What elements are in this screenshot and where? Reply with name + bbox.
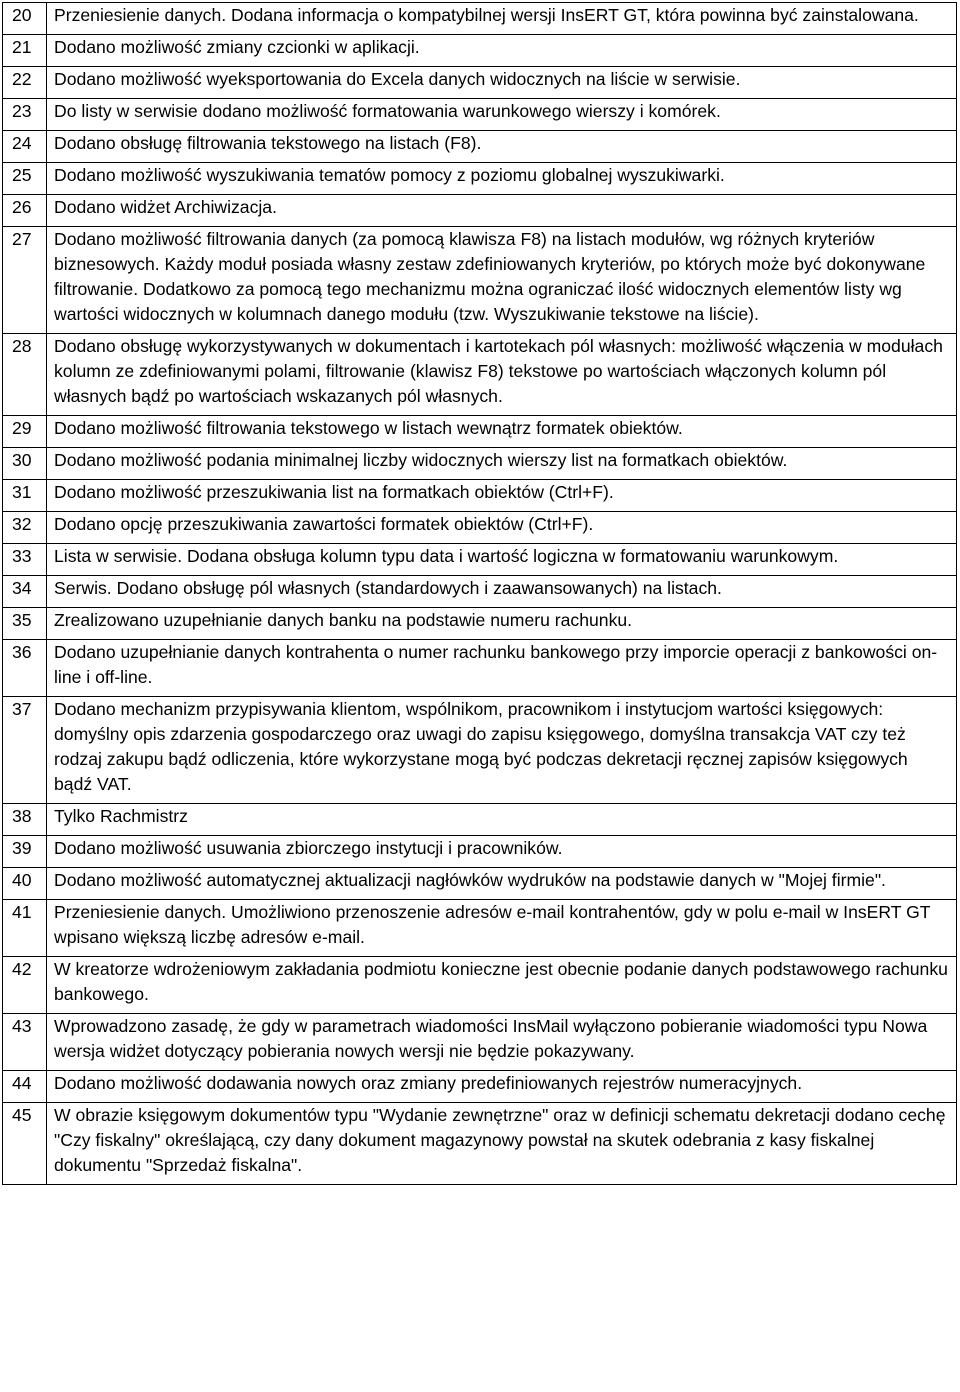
row-number: 28 <box>3 334 47 416</box>
row-number: 29 <box>3 416 47 448</box>
row-description: W kreatorze wdrożeniowym zakładania podmiotu konieczne jest obecnie podanie danych podstawowego rachunku bankowego. <box>47 957 957 1014</box>
row-number: 32 <box>3 512 47 544</box>
table-row <box>3 131 957 163</box>
table-row <box>3 99 957 131</box>
row-number: 36 <box>3 640 47 697</box>
table-row <box>3 416 957 448</box>
table-row <box>3 195 957 227</box>
row-description: Dodano mechanizm przypisywania klientom, wspólnikom, pracownikom i instytucjom wartości księgowych: domyślny opis zdarzenia gospodarczego oraz uwagi do zapisu księgowego, domyślna transakcja VAT czy też rodzaj zakupu bądź odliczenia, które wykorzystane mogą być podczas dekretacji ręcznej zapisów księgowych bądź VAT. <box>47 697 957 804</box>
table-row <box>3 512 957 544</box>
row-number: 21 <box>3 35 47 67</box>
row-description: Dodano możliwość przeszukiwania list na formatkach obiektów (Ctrl+F). <box>47 480 957 512</box>
row-description: Dodano uzupełnianie danych kontrahenta o numer rachunku bankowego przy imporcie operacji z bankowości on-line i off-line. <box>47 640 957 697</box>
table-row <box>3 576 957 608</box>
table-row <box>3 67 957 99</box>
row-description: Dodano możliwość automatycznej aktualizacji nagłówków wydruków na podstawie danych w "Mojej firmie". <box>47 868 957 900</box>
table-row <box>3 900 957 957</box>
row-number: 27 <box>3 227 47 334</box>
table-row <box>3 227 957 334</box>
table-row <box>3 163 957 195</box>
changelog-body <box>3 3 957 1185</box>
row-description: Dodano możliwość wyeksportowania do Excela danych widocznych na liście w serwisie. <box>47 67 957 99</box>
row-description: Do listy w serwisie dodano możliwość formatowania warunkowego wierszy i komórek. <box>47 99 957 131</box>
row-description: Wprowadzono zasadę, że gdy w parametrach wiadomości InsMail wyłączono pobieranie wiadomości typu Nowa wersja widżet dotyczący pobierania nowych wersji nie będzie pokazywany. <box>47 1014 957 1071</box>
row-number: 41 <box>3 900 47 957</box>
row-description: Dodano możliwość wyszukiwania tematów pomocy z poziomu globalnej wyszukiwarki. <box>47 163 957 195</box>
row-description: Przeniesienie danych. Dodana informacja o kompatybilnej wersji InsERT GT, która powinna być zainstalowana. <box>47 3 957 35</box>
table-row <box>3 836 957 868</box>
table-row <box>3 544 957 576</box>
row-description: Dodano możliwość zmiany czcionki w aplikacji. <box>47 35 957 67</box>
row-number: 40 <box>3 868 47 900</box>
row-number: 39 <box>3 836 47 868</box>
table-row <box>3 448 957 480</box>
row-number: 43 <box>3 1014 47 1071</box>
row-number: 42 <box>3 957 47 1014</box>
row-description: Dodano możliwość filtrowania tekstowego w listach wewnątrz formatek obiektów. <box>47 416 957 448</box>
row-number: 44 <box>3 1071 47 1103</box>
table-row <box>3 957 957 1014</box>
changelog-table <box>2 2 957 1185</box>
row-description: Zrealizowano uzupełnianie danych banku na podstawie numeru rachunku. <box>47 608 957 640</box>
row-number: 22 <box>3 67 47 99</box>
row-number: 26 <box>3 195 47 227</box>
row-description: Dodano obsługę filtrowania tekstowego na listach (F8). <box>47 131 957 163</box>
row-number: 34 <box>3 576 47 608</box>
row-description: Tylko Rachmistrz <box>47 804 957 836</box>
row-number: 33 <box>3 544 47 576</box>
row-description: W obrazie księgowym dokumentów typu "Wydanie zewnętrzne" oraz w definicji schematu dekretacji dodano cechę "Czy fiskalny" określającą, czy dany dokument magazynowy powstał na skutek odebrania z kasy fiskalnej dokumentu "Sprzedaż fiskalna". <box>47 1103 957 1185</box>
table-row <box>3 868 957 900</box>
row-number: 38 <box>3 804 47 836</box>
row-number: 45 <box>3 1103 47 1185</box>
table-row <box>3 480 957 512</box>
row-number: 31 <box>3 480 47 512</box>
row-description: Dodano widżet Archiwizacja. <box>47 195 957 227</box>
row-number: 20 <box>3 3 47 35</box>
row-description: Dodano opcję przeszukiwania zawartości formatek obiektów (Ctrl+F). <box>47 512 957 544</box>
row-number: 25 <box>3 163 47 195</box>
row-number: 35 <box>3 608 47 640</box>
row-description: Dodano możliwość usuwania zbiorczego instytucji i pracowników. <box>47 836 957 868</box>
table-row <box>3 697 957 804</box>
row-description: Dodano możliwość filtrowania danych (za pomocą klawisza F8) na listach modułów, wg różnych kryteriów biznesowych. Każdy moduł posiada własny zestaw zdefiniowanych kryteriów, po których może być dokonywane filtrowanie. Dodatkowo za pomocą tego mechanizmu można ograniczać ilość widocznych elementów listy wg wartości widocznych w kolumnach danego modułu (tzw. Wyszukiwanie tekstowe na liście). <box>47 227 957 334</box>
table-row <box>3 640 957 697</box>
table-row <box>3 1071 957 1103</box>
table-row <box>3 35 957 67</box>
row-number: 24 <box>3 131 47 163</box>
table-row <box>3 1014 957 1071</box>
table-row <box>3 3 957 35</box>
row-description: Lista w serwisie. Dodana obsługa kolumn typu data i wartość logiczna w formatowaniu warunkowym. <box>47 544 957 576</box>
row-description: Dodano obsługę wykorzystywanych w dokumentach i kartotekach pól własnych: możliwość włączenia w modułach kolumn ze zdefiniowanymi polami, filtrowanie (klawisz F8) tekstowe po wartościach włączonych kolumn pól własnych bądź po wartościach wskazanych pól własnych. <box>47 334 957 416</box>
row-number: 30 <box>3 448 47 480</box>
table-row <box>3 334 957 416</box>
table-row <box>3 1103 957 1185</box>
row-description: Serwis. Dodano obsługę pól własnych (standardowych i zaawansowanych) na listach. <box>47 576 957 608</box>
row-number: 37 <box>3 697 47 804</box>
row-description: Przeniesienie danych. Umożliwiono przenoszenie adresów e-mail kontrahentów, gdy w polu e-mail w InsERT GT wpisano większą liczbę adresów e-mail. <box>47 900 957 957</box>
row-description: Dodano możliwość dodawania nowych oraz zmiany predefiniowanych rejestrów numeracyjnych. <box>47 1071 957 1103</box>
table-row <box>3 804 957 836</box>
row-number: 23 <box>3 99 47 131</box>
row-description: Dodano możliwość podania minimalnej liczby widocznych wierszy list na formatkach obiektów. <box>47 448 957 480</box>
table-row <box>3 608 957 640</box>
